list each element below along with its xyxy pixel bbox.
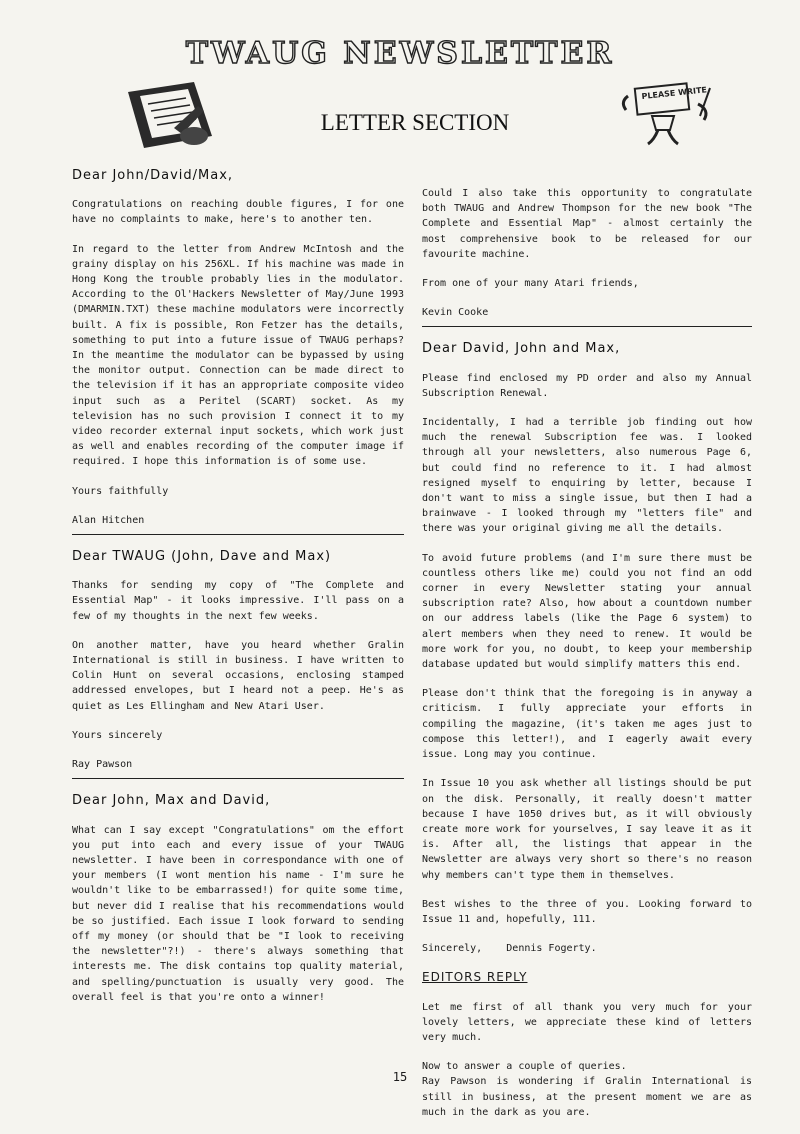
letter-1-signature: Alan Hitchen [72, 514, 145, 526]
letter-4-signature: Sincerely, Dennis Fogerty. [422, 943, 597, 955]
letter-1-paragraph: In regard to the letter from Andrew McIntosh and the grainy display on his 256XL. If his machine was made in Hong Kong the trouble probably lies in the modulator. According to the Ol'Hackers Newsletter of May/June 1993 (DMARMIN.TXT) these machine modulators were incorrectly built. A fix is possible, Ron Fetzer has the details, something to put into a future issue of TWAUG perhaps? In the meantime the modulator can be bypassed by using the monitor output. Connection can be made direct to the television if it has an appropriate composite video input such as a Peritel (SCART) socket. As my television has no such provision I connect it to my video recorder external input sockets, which work just as well and enables recording of the computer image if required. I hope this information is of some use. [72, 243, 404, 468]
please-write-sign: PLEASE WRITE [641, 85, 708, 102]
letter-2-paragraph: Thanks for sending my copy of "The Complete and Essential Map" - it looks impressive. I'll pass on a few of my thoughts in the next few weeks. [72, 580, 404, 622]
letter-4-paragraph: Incidentally, I had a terrible job finding out how much the renewal Subscription fee was. I looked through all your newsletters, also numerous Page 6, but could find no reference to it. I had almost resigned myself to enquiring by letter, because I don't want to miss a single issue, but then I had a brainwave - I looked through my "letters file" and there was your original giving me all the details. [422, 417, 752, 535]
masthead: TWAUG NEWSLETTER [185, 36, 615, 71]
letter-1-closing: Yours faithfully [72, 485, 169, 497]
right-column [422, 186, 752, 1134]
letter-1-paragraph: Congratulations on reaching double figures, I for one have no complaints to make, here's to another ten. [72, 199, 404, 226]
letter-1-heading: Dear John/David/Max, [72, 168, 234, 183]
letter-3-heading: Dear John, Max and David, [72, 793, 271, 809]
please-write-character-illustration [618, 80, 718, 150]
letter-2-closing: Yours sincerely [72, 729, 163, 741]
letter-4-paragraph: Please don't think that the foregoing is in anyway a criticism. I fully appreciate your efforts in compiling the magazine, (it's taken me ages just to compose this letter!), and I eagerly await every issue. Long may you continue. [422, 688, 752, 761]
editors-reply-paragraph: Let me first of all thank you very much for your lovely letters, we appreciate these kind of letters very much. [422, 1001, 752, 1043]
divider [72, 778, 404, 779]
editors-reply-paragraph: Now to answer a couple of queries. [422, 1061, 627, 1073]
divider [422, 326, 752, 327]
letter-3-paragraph: What can I say except "Congratulations" om the effort you put into each and every issue of your TWAUG newsletter. I have been in correspondance with one of your members (I wont mention his name - I'm sure he wouldn't like to be embarrassed!) for quite some time, but never did I realise that his recommendations would be so justified. Each issue I look forward to sending off my money (or should that be "I look to receiving the newsletter"?!) - there's always something that interests me. The disk contains top quality material, and spelling/punctuation is usually very good. The overall feel is that you're onto a winner! [72, 824, 404, 1003]
letter-4-paragraph: To avoid future problems (and I'm sure there must be countless others like me) could you not find an odd corner in every Newsletter stating your annual subscription rate? Also, how about a countdown number on our address labels (like the Page 6 system) to alert members when they need to renew. It would be more work for you, no doubt, to keep your membership database updated but would simplify matters this end. [422, 552, 752, 671]
section-title: LETTER SECTION [320, 110, 510, 135]
writing-hand-illustration [124, 78, 216, 152]
letter-4-paragraph: Please find enclosed my PD order and also my Annual Subscription Renewal. [422, 372, 752, 399]
letter-3-signature: Kevin Cooke [422, 307, 489, 319]
left-column [72, 162, 404, 1019]
letter-4-paragraph: In Issue 10 you ask whether all listings should be put on the disk. Personally, it really doesn't matter because I have 1050 drives but, as it will obviously create more work for yourselves, I say leave it as it is. After all, the listings that appear in the Newsletter are always very short so there's no reason why members can't type them in themselves. [422, 778, 752, 881]
page-number: 15 [392, 1070, 408, 1084]
letter-2-heading: Dear TWAUG (John, Dave and Max) [72, 549, 332, 565]
letter-3-paragraph: Could I also take this opportunity to congratulate both TWAUG and Andrew Thompson for the new book "The Complete and Essential Map" - almost certainly the most comprehensive book to be released for our favourite machine. [422, 188, 752, 260]
letter-4-paragraph: Best wishes to the three of you. Looking forward to Issue 11 and, hopefully, 111. [422, 898, 752, 925]
letter-4-heading: Dear David, John and Max, [422, 341, 621, 357]
letter-2-signature: Ray Pawson [72, 759, 133, 771]
editors-reply-paragraph: Ray Pawson is wondering if Gralin International is still in business, at the present moment we are as much in the dark as you are. [422, 1076, 752, 1118]
letter-3-paragraph: From one of your many Atari friends, [422, 278, 639, 290]
letter-2-paragraph: On another matter, have you heard whether Gralin International is still in business. I have written to Colin Hunt on several occasions, enclosing stamped addressed envelopes, but I heard not a peep. He's as quiet as Les Ellingham and New Atari User. [72, 639, 404, 712]
editors-reply-heading: EDITORS REPLY [422, 970, 528, 985]
divider [72, 534, 404, 535]
